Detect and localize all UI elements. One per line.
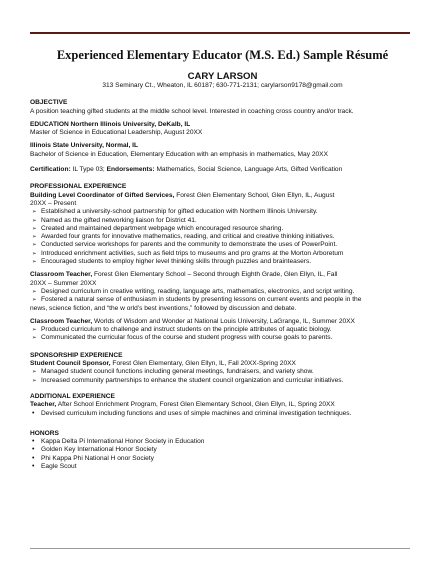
document-title: Experienced Elementary Educator (M.S. Ed.) Sample Résumé (56, 48, 389, 62)
list-item: ➢ Managed student council functions including general meetings, fundraisers, and variety show. (30, 368, 415, 376)
additional-detail: After School Enrichment Program, Forest Glen Elementary School, Glen Ellyn, IL, Spring 20XX (56, 401, 335, 409)
honors-list (30, 438, 415, 471)
list-item: ➢ Produced curriculum to challenge and instruct students on the principle attributes of aquatic biology. (30, 326, 415, 334)
job-2-header (30, 271, 415, 279)
list-item: ➢ Increased community partnerships to enhance the student council organization and curricular initiatives. (30, 377, 415, 385)
sponsorship-section (30, 352, 415, 385)
job-1-detail: Forest Glen Elementary School, Glen Ellyn, IL, August (174, 191, 335, 199)
objective-text: A position teaching gifted students at the middle school level. Interested in coaching cross country and/or track. (30, 107, 354, 115)
endorsements-value: Mathematics, Social Science, Language Arts, Gifted Verification (154, 166, 343, 174)
additional-title: Teacher, (30, 401, 57, 409)
list-item: • Kappa Delta Pi International Honor Society in Education (30, 438, 415, 446)
honors-section (30, 430, 415, 471)
job-2-bullets (30, 288, 415, 305)
education-degree-1: Master of Science in Educational Leadership, August 20XX (30, 129, 203, 137)
sponsorship-title: Student Council Sponsor, (30, 360, 111, 368)
certification-label: Certification: (30, 166, 71, 174)
additional-bullets (30, 410, 415, 418)
objective-heading: OBJECTIVE (30, 99, 68, 107)
sponsorship-heading: SPONSORSHIP EXPERIENCE (30, 351, 123, 359)
list-item: • Golden Key International Honor Society (30, 446, 415, 454)
additional-header (30, 401, 415, 409)
list-item: • Devised curriculum including functions and uses of simple machines and criminal investigation techniques. (30, 410, 415, 418)
list-item: ➢ Communicated the curricular focus of the course and student progress with course goals to parents. (30, 334, 415, 342)
job-2-dates: 20XX – Summer 20XX (30, 279, 97, 287)
list-item: ➢ Encouraged students to employ higher level thinking skills through puzzles and brainteasers. (30, 258, 415, 266)
sponsorship-detail: Forest Glen Elementary, Glen Ellyn, IL, Fall 20XX-Spring 20XX (110, 360, 296, 368)
list-item: • Phi Kappa Phi National H onor Society (30, 455, 415, 463)
job-3-header (30, 318, 415, 326)
list-item: ➢ Created and maintained department webpage which encouraged resource sharing. (30, 225, 415, 233)
certification-section (30, 166, 415, 174)
top-rule (30, 32, 410, 34)
list-item: ➢ Designed curriculum in creative writing, reading, language arts, mathematics, electronics, and script writing. (30, 288, 415, 296)
additional-section (30, 393, 415, 418)
job-3-bullets (30, 326, 415, 343)
job-2-title: Classroom Teacher, (30, 271, 93, 279)
certification-line (30, 166, 415, 174)
honors-heading: HONORS (30, 429, 59, 437)
job-1-title: Building Level Coordinator of Gifted Services, (30, 191, 175, 199)
list-item: ➢ Introduced enrichment activities, such as field trips to museums and pro grams at the Morton Arboretum (30, 250, 415, 258)
job-1-header (30, 192, 415, 200)
education-heading-1: EDUCATION Northern Illinois University, DeKalb, IL (30, 120, 191, 128)
contact-line: 313 Seminary Ct., Wheaton, IL 60187; 630-771-2131; carylarson9178@gmail.com (102, 82, 343, 89)
sponsorship-bullets (30, 368, 415, 385)
list-item: ➢ Established a university-school partnership for gifted education with Northern Illinois University. (30, 208, 415, 216)
job-1-bullets (30, 208, 415, 266)
education-section (30, 121, 415, 159)
list-item: ➢ Awarded four grants for innovative mathematics, reading, and critical and creative thinking initiatives. (30, 233, 415, 241)
job-2-bullet-wrap: news, science fiction, and “the w orld’s best inventions,” followed by discussion and debate. (30, 304, 297, 312)
job-2-detail: Forest Glen Elementary School – Second through Eighth Grade, Glen Ellyn, IL, Fall (92, 271, 338, 279)
education-degree-2: Bachelor of Science in Education, Elementary Education with an emphasis in mathematics, May 20XX (30, 150, 328, 158)
bottom-rule (30, 548, 410, 549)
certification-value: IL Type 03; (70, 166, 107, 174)
objective-section (30, 99, 415, 116)
professional-heading: PROFESSIONAL EXPERIENCE (30, 183, 127, 191)
additional-heading: ADDITIONAL EXPERIENCE (30, 392, 115, 400)
list-item: ➢ Conducted service workshops for parents and the community to demonstrate the uses of PowerPoint. (30, 241, 415, 249)
list-item: • Eagle Scout (30, 463, 415, 471)
endorsements-label: Endorsements: (106, 166, 155, 174)
list-item: ➢ Fostered a natural sense of enthusiasm in students by presenting lessons on current events and people in the (30, 296, 415, 304)
job-3-title: Classroom Teacher, (30, 317, 93, 325)
sponsorship-header (30, 360, 415, 368)
education-heading-2: Illinois State University, Normal, IL (30, 142, 138, 150)
professional-section (30, 183, 415, 342)
resume-page (30, 48, 415, 471)
job-3-detail: Worlds of Wisdom and Wonder at National Louis University, LaGrange, IL, Summer 20XX (92, 317, 355, 325)
candidate-name: CARY LARSON (187, 71, 258, 82)
job-1-dates: 20XX – Present (30, 199, 77, 207)
list-item: ➢ Named as the gifted networking liaison for District 41. (30, 217, 415, 225)
